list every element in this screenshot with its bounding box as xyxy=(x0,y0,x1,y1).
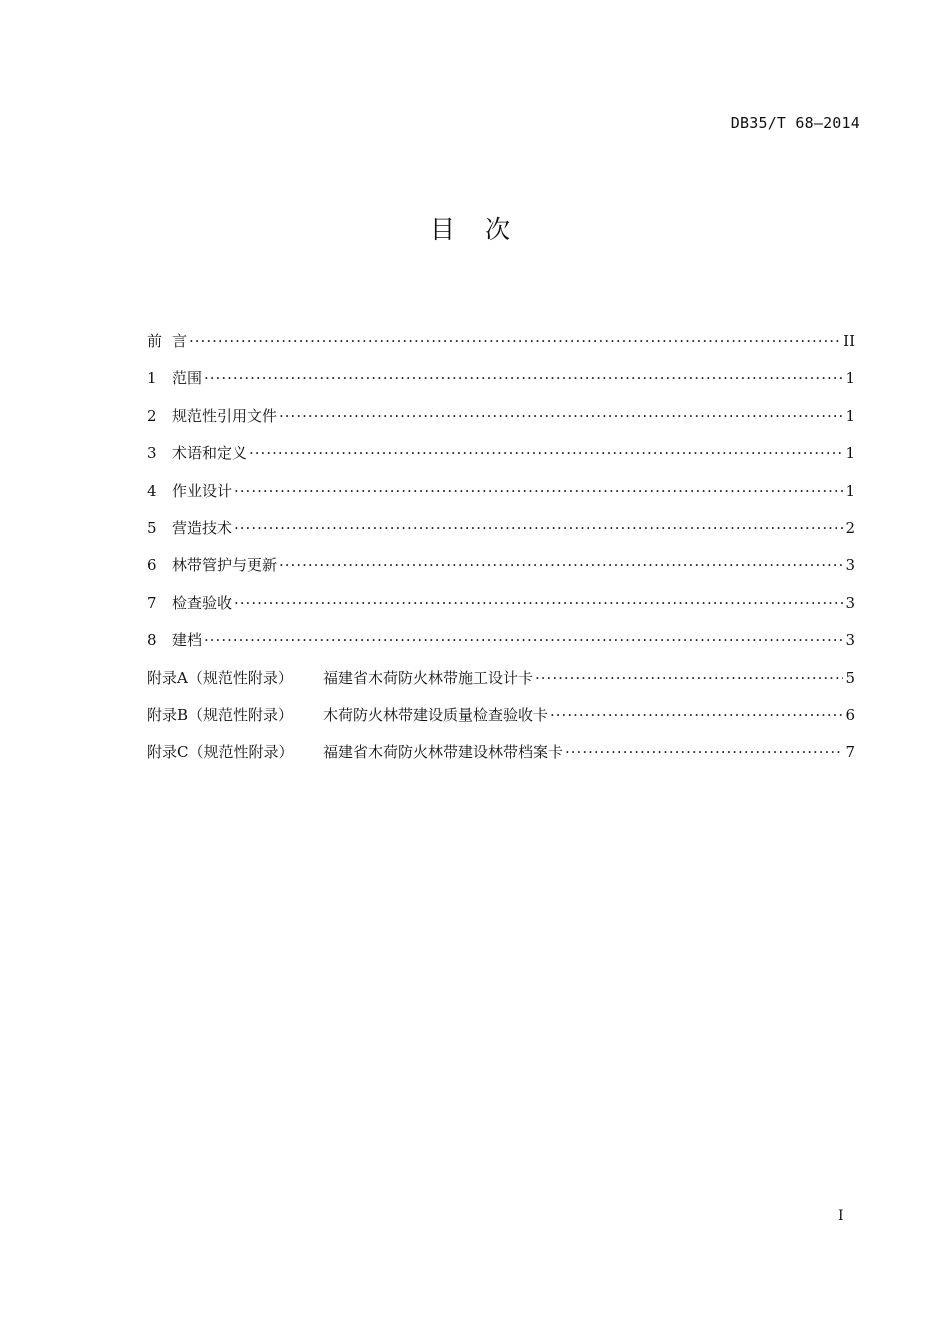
toc-entry-number: 7 xyxy=(147,593,157,612)
toc-entry-label: 作业设计 xyxy=(172,481,233,500)
toc-entry-page: 3 xyxy=(845,593,855,612)
toc-entry-number: 8 xyxy=(147,631,157,650)
toc-entry-number: 1 xyxy=(147,369,157,388)
toc-entry-label: 术语和定义 xyxy=(172,444,248,463)
toc-entry-label: 建档 xyxy=(172,631,203,650)
dot-leader xyxy=(249,440,843,466)
toc-entry-foreword[interactable] xyxy=(147,328,855,365)
dot-leader xyxy=(279,552,843,578)
toc-entry-8[interactable] xyxy=(147,627,855,664)
toc-entry-page: 1 xyxy=(845,406,855,425)
dot-leader xyxy=(565,739,843,765)
toc-entry-page: 5 xyxy=(845,668,855,687)
toc-appendix-prefix: 附录C（规范性附录） xyxy=(147,743,294,762)
toc-entry-label: 林带管护与更新 xyxy=(172,556,278,575)
toc-entry-7[interactable] xyxy=(147,590,855,627)
toc-entry-label: 福建省木荷防火林带建设林带档案卡 xyxy=(323,743,564,762)
toc-entry-label: 福建省木荷防火林带施工设计卡 xyxy=(323,668,534,687)
toc-entry-6[interactable] xyxy=(147,552,855,589)
toc-entry-label: 营造技术 xyxy=(172,518,233,537)
toc-entry-3[interactable] xyxy=(147,440,855,477)
toc-entry-appendix-a[interactable] xyxy=(147,665,855,702)
toc-entry-appendix-b[interactable] xyxy=(147,702,855,739)
dot-leader xyxy=(189,328,841,354)
toc-entry-label: 言 xyxy=(172,332,188,350)
toc-appendix-prefix: 附录B（规范性附录） xyxy=(147,705,294,724)
toc-entry-number: 3 xyxy=(147,444,157,463)
toc-entry-number: 6 xyxy=(147,556,157,575)
toc-entry-label: 检查验收 xyxy=(172,593,233,612)
toc-entry-4[interactable] xyxy=(147,478,855,515)
dot-leader xyxy=(234,590,843,616)
dot-leader xyxy=(204,365,843,391)
dot-leader xyxy=(234,478,843,504)
toc-entry-1[interactable] xyxy=(147,365,855,402)
dot-leader xyxy=(204,627,843,653)
dot-leader xyxy=(279,403,843,429)
toc-appendix-prefix: 附录A（规范性附录） xyxy=(147,668,293,687)
toc-entry-label: 规范性引用文件 xyxy=(172,406,278,425)
page-number: I xyxy=(838,1208,844,1224)
toc-entry-2[interactable] xyxy=(147,403,855,440)
toc-entry-label: 范围 xyxy=(172,369,203,388)
toc-entry-number: 4 xyxy=(147,481,157,500)
dot-leader xyxy=(234,515,843,541)
dot-leader xyxy=(535,665,843,691)
document-code: DB35/T 68—2014 xyxy=(730,114,860,132)
toc-entry-5[interactable] xyxy=(147,515,855,552)
toc-entry-page: 6 xyxy=(845,705,855,724)
toc-entry-number: 5 xyxy=(147,518,157,537)
dot-leader xyxy=(550,702,843,728)
toc-entry-page: 2 xyxy=(845,518,855,537)
page-title: 目次 xyxy=(429,215,540,244)
toc-entry-page: 7 xyxy=(845,743,855,762)
toc-entry-number: 前 xyxy=(147,332,163,350)
toc-entry-appendix-c[interactable] xyxy=(147,739,855,776)
toc-entry-page: 3 xyxy=(845,631,855,650)
toc-entry-number: 2 xyxy=(147,406,157,425)
toc-entry-page: 1 xyxy=(845,444,855,463)
toc-entry-page: II xyxy=(843,332,855,350)
toc-entry-label: 木荷防火林带建设质量检查验收卡 xyxy=(323,705,549,724)
table-of-contents xyxy=(147,328,855,777)
toc-entry-page: 1 xyxy=(845,481,855,500)
toc-entry-page: 3 xyxy=(845,556,855,575)
toc-entry-page: 1 xyxy=(845,369,855,388)
